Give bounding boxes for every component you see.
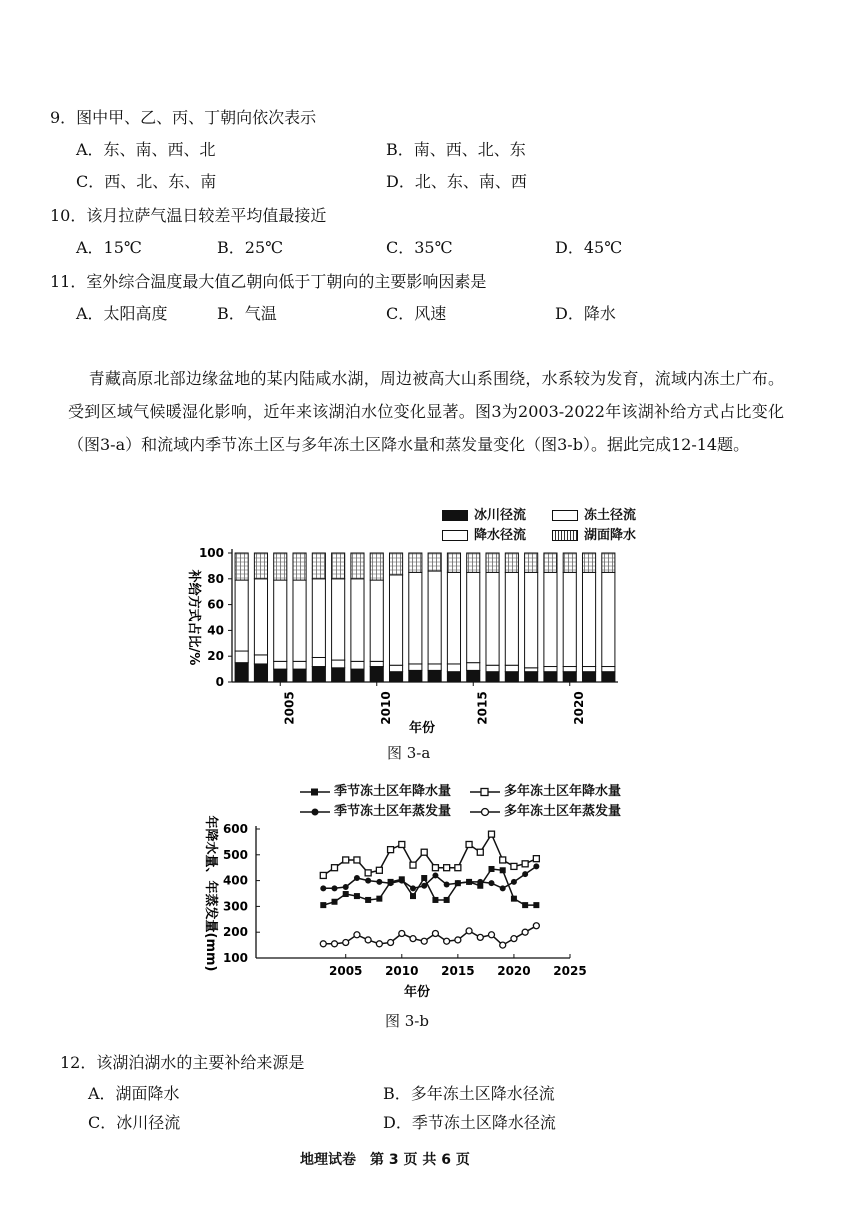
bar-segment-2005-2 (274, 580, 287, 661)
bar-segment-2020-3 (563, 553, 576, 572)
bar-segment-2003-0 (235, 663, 248, 682)
bar-segment-2013-0 (428, 670, 441, 682)
bar-segment-2010-3 (370, 553, 383, 580)
x-tick-label-3b: 2005 (329, 964, 363, 978)
point-s2-2014 (444, 881, 450, 887)
point-s0-2006 (354, 893, 360, 899)
point-s3-2004 (332, 941, 338, 947)
y-tick-label-3a: 60 (207, 597, 224, 612)
y-tick-label-3a: 80 (207, 571, 224, 586)
point-s3-2007 (365, 937, 371, 943)
x-tick-label-3a: 2015 (475, 691, 490, 725)
point-s1-2010 (399, 841, 405, 847)
bar-segment-2017-0 (505, 672, 518, 682)
bar-segment-2022-1 (602, 667, 615, 672)
x-tick-label-3a: 2020 (571, 691, 586, 725)
bar-segment-2014-0 (447, 672, 460, 682)
bar-segment-2006-0 (293, 669, 306, 682)
bar-segment-2009-2 (351, 579, 364, 662)
series-line-2 (323, 866, 536, 888)
point-s0-2008 (376, 896, 382, 902)
x-axis-label-3b: 年份 (403, 985, 431, 1000)
point-s2-2018 (489, 880, 495, 886)
bar-segment-2011-1 (389, 665, 402, 671)
q9-option-a[interactable]: A．东、南、西、北 (76, 140, 216, 159)
multiyear-precip-legend-icon (470, 787, 500, 797)
bar-segment-2004-3 (254, 553, 267, 579)
bar-segment-2010-1 (370, 661, 383, 666)
permafrost-swatch-icon (552, 510, 578, 521)
point-s0-2004 (332, 899, 338, 905)
point-s1-2017 (477, 849, 483, 855)
bar-segment-2006-1 (293, 661, 306, 669)
series-line-3 (323, 926, 536, 945)
passage: 青藏高原北部边缘盆地的某内陆咸水湖，周边被高大山系围绕，水系较为发育，流域内冻土广布。受到区域气候暖湿化影响，近年来该湖泊水位变化显著。图3为2003-2022年该湖补给方式占比变化（图3-a）和流域内季节冻土区与多年冻土区降水量和蒸发量变化（图3-b）。据此完成12-14题。 (68, 369, 784, 454)
point-s0-2009 (388, 879, 394, 885)
y-tick-label-3b: 300 (222, 899, 248, 914)
bar-segment-2012-0 (409, 670, 422, 682)
q11-option-c[interactable]: C．风速 (386, 304, 447, 323)
point-s2-2019 (500, 885, 506, 891)
point-s3-2003 (320, 941, 326, 947)
x-tick-label-3b: 2020 (497, 964, 531, 978)
legend-multiyear-evap: 多年冻土区年蒸发量 (470, 800, 621, 819)
page-footer: 地理试卷 第 3 页 共 6 页 (300, 1152, 470, 1168)
bar-segment-2007-0 (312, 667, 325, 682)
point-s3-2018 (489, 932, 495, 938)
seasonal-evap-legend-icon (300, 807, 330, 817)
point-s0-2022 (533, 902, 539, 908)
bar-segment-2011-3 (389, 553, 402, 575)
bar-segment-2018-0 (525, 672, 538, 682)
point-s3-2020 (511, 936, 517, 942)
bar-segment-2008-2 (332, 579, 345, 660)
legend-lake-precip: 湖面降水 (552, 524, 636, 543)
point-s1-2009 (388, 847, 394, 853)
y-tick-label-3a: 40 (207, 623, 224, 638)
y-tick-label-3a: 100 (198, 546, 224, 560)
glacier-swatch-icon (442, 510, 468, 521)
x-tick-label-3b: 2010 (385, 964, 419, 978)
point-s1-2013 (432, 865, 438, 871)
legend-seasonal-evap: 季节冻土区年蒸发量 (300, 800, 451, 819)
q11-option-a[interactable]: A．太阳高度 (76, 304, 168, 323)
point-s1-2003 (320, 872, 326, 878)
bar-segment-2009-0 (351, 669, 364, 682)
point-s3-2009 (388, 940, 394, 946)
bar-segment-2005-0 (274, 669, 287, 682)
bar-segment-2003-2 (235, 580, 248, 651)
bar-segment-2014-2 (447, 572, 460, 664)
legend-multiyear-precip: 多年冻土区年降水量 (470, 780, 621, 799)
bar-segment-2017-1 (505, 665, 518, 671)
x-tick-label-3a: 2010 (378, 691, 393, 725)
point-s1-2004 (332, 865, 338, 871)
bar-segment-2011-2 (389, 575, 402, 665)
bar-segment-2022-2 (602, 572, 615, 666)
y-tick-label-3b: 400 (222, 873, 248, 888)
q12-option-a[interactable]: A．湖面降水 (88, 1084, 180, 1103)
bar-segment-2009-3 (351, 553, 364, 579)
q10-option-c[interactable]: C．35℃ (386, 238, 453, 257)
bar-segment-2022-3 (602, 553, 615, 572)
bar-segment-2016-0 (486, 672, 499, 682)
point-s0-2018 (489, 866, 495, 872)
point-s2-2022 (533, 863, 539, 869)
point-s3-2005 (343, 940, 349, 946)
multiyear-evap-legend-icon (470, 807, 500, 817)
point-s2-2009 (388, 880, 394, 886)
q11-option-b[interactable]: B．气温 (217, 304, 277, 323)
y-tick-label-3b: 200 (222, 925, 248, 940)
bar-segment-2016-3 (486, 553, 499, 572)
bar-segment-2016-2 (486, 572, 499, 665)
point-s1-2012 (421, 849, 427, 855)
bar-segment-2014-3 (447, 553, 460, 572)
q9-option-d[interactable]: D．北、东、南、西 (386, 172, 527, 191)
point-s1-2016 (466, 841, 472, 847)
bar-segment-2020-1 (563, 667, 576, 672)
q10-option-a[interactable]: A．15℃ (76, 238, 142, 257)
point-s0-2020 (511, 896, 517, 902)
point-s2-2006 (354, 875, 360, 881)
bar-segment-2007-2 (312, 579, 325, 658)
x-tick-label-3b: 2025 (553, 964, 587, 978)
bar-segment-2007-1 (312, 657, 325, 666)
point-s1-2022 (533, 856, 539, 862)
q9-stem: 9．图中甲、乙、丙、丁朝向依次表示 (50, 108, 317, 127)
bar-segment-2021-3 (582, 553, 595, 572)
point-s1-2007 (365, 870, 371, 876)
y-tick-label-3b: 600 (222, 822, 248, 836)
point-s0-2021 (522, 902, 528, 908)
q10-option-b[interactable]: B．25℃ (217, 238, 284, 257)
point-s2-2008 (376, 879, 382, 885)
legend-glacier-runoff: 冰川径流 (442, 504, 526, 523)
bar-segment-2012-2 (409, 572, 422, 664)
point-s3-2013 (432, 930, 438, 936)
legend-permafrost-runoff: 冻土径流 (552, 504, 636, 523)
point-s3-2017 (477, 934, 483, 940)
series-line-0 (323, 869, 536, 905)
point-s1-2021 (522, 861, 528, 867)
seasonal-precip-legend-icon (300, 787, 330, 797)
bar-segment-2005-3 (274, 553, 287, 580)
point-s2-2021 (522, 871, 528, 877)
point-s1-2011 (410, 862, 416, 868)
bar-segment-2006-2 (293, 580, 306, 661)
q12-option-b[interactable]: B．多年冻土区降水径流 (383, 1084, 555, 1103)
bar-segment-2021-1 (582, 667, 595, 672)
bar-segment-2019-0 (544, 672, 557, 682)
x-axis-label-3a: 年份 (408, 721, 436, 736)
point-s2-2005 (343, 884, 349, 890)
point-s3-2019 (500, 942, 506, 948)
y-tick-label-3b: 500 (222, 847, 248, 862)
bar-segment-2004-1 (254, 655, 267, 664)
legend-precip-runoff: 降水径流 (442, 524, 526, 543)
bar-segment-2015-1 (467, 663, 480, 671)
point-s1-2019 (500, 857, 506, 863)
q9-option-b[interactable]: B．南、西、北、东 (386, 140, 526, 159)
point-s3-2011 (410, 936, 416, 942)
point-s3-2015 (455, 937, 461, 943)
bar-segment-2019-2 (544, 572, 557, 666)
bar-segment-2013-3 (428, 553, 441, 571)
y-tick-label-3a: 0 (215, 675, 224, 689)
caption-3a: 图 3-a (387, 744, 431, 762)
bar-segment-2009-1 (351, 661, 364, 669)
point-s2-2015 (455, 880, 461, 886)
q11-option-d[interactable]: D．降水 (555, 304, 616, 323)
point-s2-2004 (332, 885, 338, 891)
point-s3-2006 (354, 932, 360, 938)
point-s1-2008 (376, 867, 382, 873)
bar-segment-2012-3 (409, 553, 422, 572)
bar-segment-2021-0 (582, 672, 595, 682)
bar-segment-2008-3 (332, 553, 345, 579)
point-s0-2010 (399, 876, 405, 882)
point-s0-2003 (320, 902, 326, 908)
point-s0-2019 (500, 867, 506, 873)
point-s0-2012 (421, 875, 427, 881)
bar-segment-2015-0 (467, 670, 480, 682)
point-s0-2017 (477, 883, 483, 889)
point-s2-2012 (421, 883, 427, 889)
bar-segment-2018-1 (525, 668, 538, 672)
point-s1-2006 (354, 857, 360, 863)
lake-precip-swatch-icon (552, 530, 578, 541)
legend-seasonal-precip: 季节冻土区年降水量 (300, 780, 451, 799)
bar-segment-2018-2 (525, 572, 538, 667)
point-s1-2018 (489, 831, 495, 837)
point-s0-2015 (455, 880, 461, 886)
x-tick-label-3b: 2015 (441, 964, 475, 978)
precip-swatch-icon (442, 530, 468, 541)
point-s3-2021 (522, 929, 528, 935)
point-s0-2013 (432, 897, 438, 903)
y-axis-label-3a: 补给方式占比/% (186, 569, 201, 666)
point-s3-2014 (444, 938, 450, 944)
bar-segment-2019-3 (544, 553, 557, 572)
caption-3b: 图 3-b (385, 1012, 429, 1030)
point-s1-2020 (511, 863, 517, 869)
q12-stem: 12．该湖泊湖水的主要补给来源是 (60, 1053, 305, 1072)
bar-segment-2021-2 (582, 572, 595, 666)
q12-option-c[interactable]: C．冰川径流 (88, 1113, 181, 1132)
bar-segment-2012-1 (409, 664, 422, 670)
y-tick-label-3b: 100 (222, 951, 248, 965)
bar-segment-2017-3 (505, 553, 518, 572)
bar-segment-2006-3 (293, 553, 306, 580)
point-s2-2017 (477, 879, 483, 885)
bar-segment-2010-2 (370, 580, 383, 661)
y-tick-label-3a: 20 (207, 649, 224, 664)
x-tick-label-3a: 2005 (282, 691, 297, 725)
point-s3-2008 (376, 941, 382, 947)
point-s2-2011 (410, 885, 416, 891)
point-s0-2005 (343, 891, 349, 897)
series-line-1 (323, 834, 536, 875)
bar-segment-2004-0 (254, 664, 267, 682)
bar-segment-2013-1 (428, 664, 441, 670)
bar-segment-2014-1 (447, 664, 460, 672)
bar-segment-2011-0 (389, 672, 402, 682)
y-axis-label-3b: 年降水量、年蒸发量(mm) (203, 815, 218, 972)
point-s2-2020 (511, 879, 517, 885)
bar-segment-2010-0 (370, 667, 383, 682)
point-s3-2016 (466, 928, 472, 934)
q10-option-d[interactable]: D．45℃ (555, 238, 623, 257)
point-s2-2007 (365, 878, 371, 884)
point-s0-2016 (466, 879, 472, 885)
bar-segment-2005-1 (274, 661, 287, 669)
bar-segment-2004-2 (254, 579, 267, 655)
bar-segment-2003-3 (235, 553, 248, 580)
bar-segment-2015-2 (467, 572, 480, 662)
bar-segment-2003-1 (235, 651, 248, 663)
bar-segment-2018-3 (525, 553, 538, 572)
bar-segment-2020-2 (563, 572, 576, 666)
point-s2-2003 (320, 885, 326, 891)
bar-segment-2015-3 (467, 553, 480, 572)
point-s1-2015 (455, 865, 461, 871)
point-s3-2012 (421, 938, 427, 944)
point-s1-2005 (343, 857, 349, 863)
bar-segment-2019-1 (544, 667, 557, 672)
q9-option-c[interactable]: C．西、北、东、南 (76, 172, 217, 191)
point-s2-2010 (399, 878, 405, 884)
point-s1-2014 (444, 865, 450, 871)
bar-segment-2008-0 (332, 668, 345, 682)
bar-segment-2020-0 (563, 672, 576, 682)
point-s0-2011 (410, 893, 416, 899)
bar-segment-2008-1 (332, 660, 345, 668)
point-s2-2013 (432, 872, 438, 878)
point-s0-2014 (444, 897, 450, 903)
point-s2-2016 (466, 879, 472, 885)
point-s0-2007 (365, 897, 371, 903)
point-s3-2022 (533, 923, 539, 929)
point-s3-2010 (399, 930, 405, 936)
q12-option-d[interactable]: D．季节冻土区降水径流 (383, 1113, 556, 1132)
bar-segment-2013-2 (428, 571, 441, 664)
bar-segment-2017-2 (505, 572, 518, 665)
bar-segment-2022-0 (602, 672, 615, 682)
bar-segment-2016-1 (486, 665, 499, 671)
q11-stem: 11．室外综合温度最大值乙朝向低于丁朝向的主要影响因素是 (50, 272, 487, 291)
q10-stem: 10．该月拉萨气温日较差平均值最接近 (50, 206, 327, 225)
bar-segment-2007-3 (312, 553, 325, 579)
